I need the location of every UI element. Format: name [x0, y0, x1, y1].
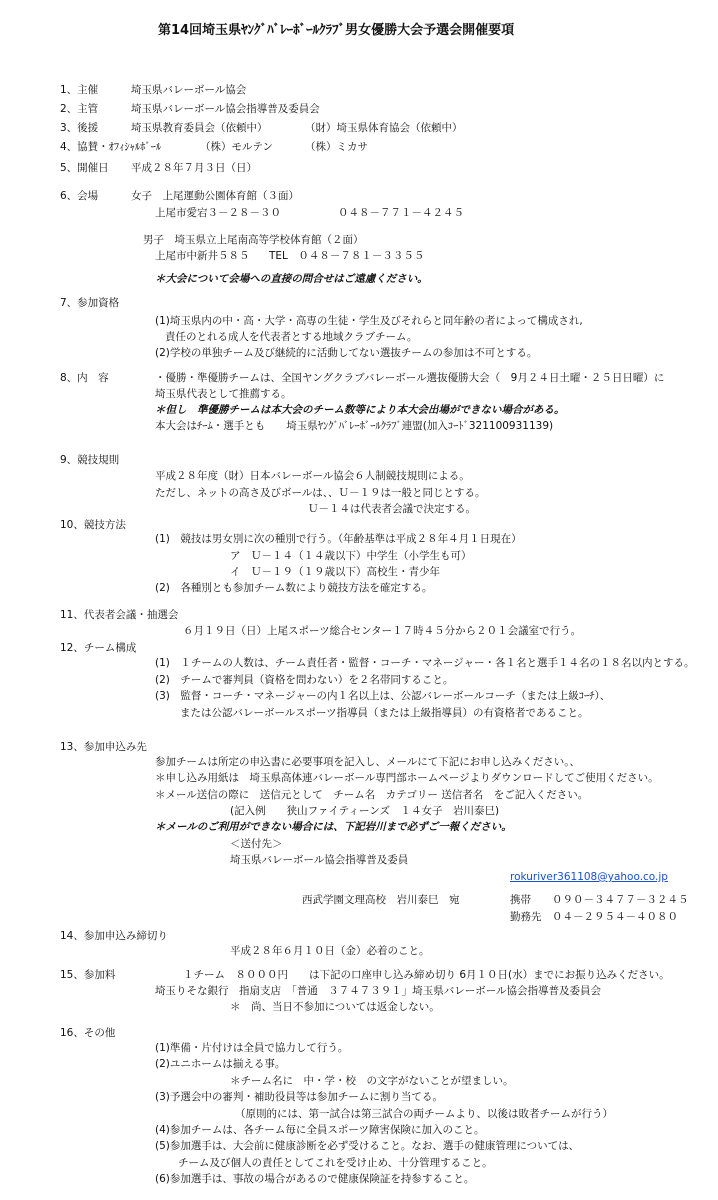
- event-date: 平成２８年７月３日（日）: [131, 162, 257, 174]
- team-3: (3) 監督・コーチ・マネージャーの内１名以上は、公認バレーボールコーチ（または上級ｺｰﾁ）、: [155, 690, 611, 702]
- application-2: ＊申し込み用紙は 埼玉県高体連バレーボール専門部ホームページよりダウンロードしてご使用ください。: [155, 772, 659, 784]
- email-link[interactable]: rokuriver361108@yahoo.co.jp: [510, 871, 668, 883]
- other-4: (4)参加チームは、各チーム毎に全員スポーツ障害保険に加入のこと。: [155, 1124, 485, 1136]
- section-8-label: 8、内 容: [60, 372, 109, 384]
- team-1: (1) １チームの人数は、チーム責任者・監督・コーチ・マネージャー・各１名と選手１４名の１８名以内とする。: [155, 657, 695, 669]
- rules-3: Ｕ－１４は代表者会議で決定する。: [308, 503, 476, 515]
- venue-note: ＊大会について会場への直接の問合せはご遠慮ください。: [155, 273, 428, 285]
- section-2-label: 2、主管: [60, 103, 99, 115]
- content-1: ・優勝・準優勝チームは、全国ヤングクラブバレーボール選抜優勝大会（ 9月２４日土曜・２５日日曜）に: [155, 372, 665, 384]
- sponsor-1: 埼玉県教育委員会（依頼中）: [131, 122, 268, 134]
- rules-1: 平成２８年度（財）日本バレーボール協会６人制競技規則による。: [155, 470, 470, 482]
- application-example: (記入例 狭山ファイティーンズ １４女子 岩川泰巳): [230, 805, 500, 817]
- application-3: ＊メール送信の際に 送信元として チーム名 カテゴリー 送信者名 をご記入ください。: [155, 789, 589, 801]
- section-14-label: 14、参加申込み締切り: [60, 930, 168, 942]
- fee-1: １チーム ８０００円 は下記の口座申し込み締め切り 6月１０日(水）までにお振り込みください。: [183, 969, 670, 981]
- team-3-cont: または公認バレーボールスポーツ指導員（または上級指導員）の有資格者であること。: [180, 707, 589, 719]
- section-12-label: 12、チーム構成: [60, 642, 137, 654]
- rules-2: ただし、ネットの高さ及びボールは、、Ｕ－１９は一般と同じとする。: [155, 487, 486, 499]
- addressee: 西武学園文理高校 岩川泰巳 宛: [302, 894, 460, 906]
- team-2: (2) チームで審判員（資格を問わない）を２名帯同すること。: [155, 674, 454, 686]
- official-ball-2: （株）ミカサ: [305, 141, 368, 153]
- method-2: (2) 各種別とも参加チーム数により競技方法を確定する。: [155, 582, 433, 594]
- section-5-label: 5、開催日: [60, 162, 109, 174]
- venue-men-tel: TEL ０４８－７８１－３３５５: [269, 250, 425, 262]
- section-1-label: 1、主催: [60, 84, 99, 96]
- section-16-label: 16、その他: [60, 1027, 116, 1039]
- other-1: (1)準備・片付けは全員で協力して行う。: [155, 1042, 349, 1054]
- eligibility-2: (2)学校の単独チーム及び継続的に活動してない選抜チームの参加は不可とする。: [155, 347, 538, 359]
- other-5-cont: チーム及び個人の責任としてこれを受け止め、十分管理すること。: [178, 1157, 493, 1169]
- section-6-label: 6、会場: [60, 190, 99, 202]
- fee-bank: 埼玉りそな銀行 指扇支店 「普通 ３７４７３９１」埼玉県バレーボール協会指導普及委員会: [155, 985, 602, 997]
- other-2-note: ＊チーム名に 中・学・校 の文字がないことが望ましい。: [230, 1075, 514, 1087]
- section-13-label: 13、参加申込み先: [60, 741, 147, 753]
- section-9-label: 9、競技規則: [60, 454, 120, 466]
- application-1: 参加チームは所定の申込書に必要事項を記入し、メールにて下記にお申し込みください。、: [155, 756, 581, 768]
- other-3: (3)予選会中の審判・補助役員等は参加チームに割り当てる。: [155, 1091, 443, 1103]
- deadline: 平成２８年６月１０日（金）必着のこと。: [230, 945, 430, 957]
- send-to-heading: ＜送付先＞: [230, 838, 283, 850]
- method-1: (1) 競技は男女別に次の種別で行う。（年齢基準は平成２８年４月１日現在）: [155, 533, 522, 545]
- sponsor-2: （財）埼玉県体育協会（依頼中）: [305, 122, 463, 134]
- official-ball-1: （株）モルテン: [200, 141, 273, 153]
- content-federation: 本大会はﾁｰﾑ・選手とも 埼玉県ﾔﾝｸﾞﾊﾞﾚｰﾎﾞｰﾙｸﾗﾌﾞ連盟(加入ｺｰﾄﾞ321100931139): [155, 420, 554, 432]
- work-phone: 勤務先 ０４－２９５４－４０８０: [510, 911, 678, 923]
- other-3-note: （原則的には、第一試合は第三試合の両チームより、以後は敗者チームが行う）: [235, 1108, 613, 1120]
- venue-women: 女子 上尾運動公園体育館（３面）: [131, 190, 299, 202]
- other-2: (2)ユニホームは揃える事。: [155, 1058, 286, 1070]
- other-5: (5)参加選手は、大会前に健康診断を必ず受けること。なお、選手の健康管理については、: [155, 1140, 580, 1152]
- content-note: ＊但し 準優勝チームは本大会のチーム数等により本大会出場ができない場合がある。: [155, 404, 565, 416]
- meeting-info: ６月１９日（日）上尾スポーツ総合センター１７時４５分から２０１会議室で行う。: [183, 625, 582, 637]
- venue-men: 男子 埼玉県立上尾南高等学校体育館（２面）: [143, 234, 364, 246]
- section-10-label: 10、競技方法: [60, 519, 126, 531]
- venue-men-address: 上尾市中新井５８５: [155, 250, 250, 262]
- other-6: (6)参加選手は、事故の場合があるので健康保険証を持参すること。: [155, 1173, 475, 1185]
- section-15-label: 15、参加料: [60, 969, 116, 981]
- method-u19: イ Ｕ－１９（１９歳以下）高校生・青少年: [230, 566, 440, 578]
- method-u14: ア Ｕ－１４（１４歳以下）中学生（小学生も可）: [230, 550, 472, 562]
- fee-refund-note: ＊ 尚、当日不参加については返金しない。: [230, 1001, 440, 1013]
- section-7-label: 7、参加資格: [60, 297, 120, 309]
- mobile-phone: 携帯 ０９０－３４７７－３２４５: [510, 894, 689, 906]
- document-title: 第14回埼玉県ﾔﾝｸﾞﾊﾞﾚｰﾎﾞｰﾙｸﾗﾌﾞ男女優勝大会予選会開催要項: [158, 23, 515, 38]
- content-2: 埼玉県代表として推薦する。: [155, 388, 292, 400]
- venue-women-address: 上尾市愛宕３－２８－３０: [155, 207, 281, 219]
- section-4-label: 4、協賛・ｵﾌｨｼｬﾙﾎﾞｰﾙ: [60, 141, 162, 153]
- venue-women-tel: ０４８－７７１－４２４５: [338, 207, 464, 219]
- eligibility-1: (1)埼玉県内の中・高・大学・高専の生徒・学生及びそれらと同年齢の者によって構成され,: [155, 315, 583, 327]
- eligibility-1-cont: 責任のとれる成人を代表者とする地域クラブチーム。: [165, 331, 418, 343]
- section-3-label: 3、後援: [60, 122, 99, 134]
- host: 埼玉県バレーボール協会指導普及委員会: [131, 103, 320, 115]
- send-to-org: 埼玉県バレーボール協会指導普及委員: [230, 854, 409, 866]
- application-note: ＊メールのご利用ができない場合には、下記岩川まで必ずご一報ください。: [155, 821, 512, 833]
- organizer: 埼玉県バレーボール協会: [131, 84, 247, 96]
- section-11-label: 11、代表者会議・抽選会: [60, 609, 179, 621]
